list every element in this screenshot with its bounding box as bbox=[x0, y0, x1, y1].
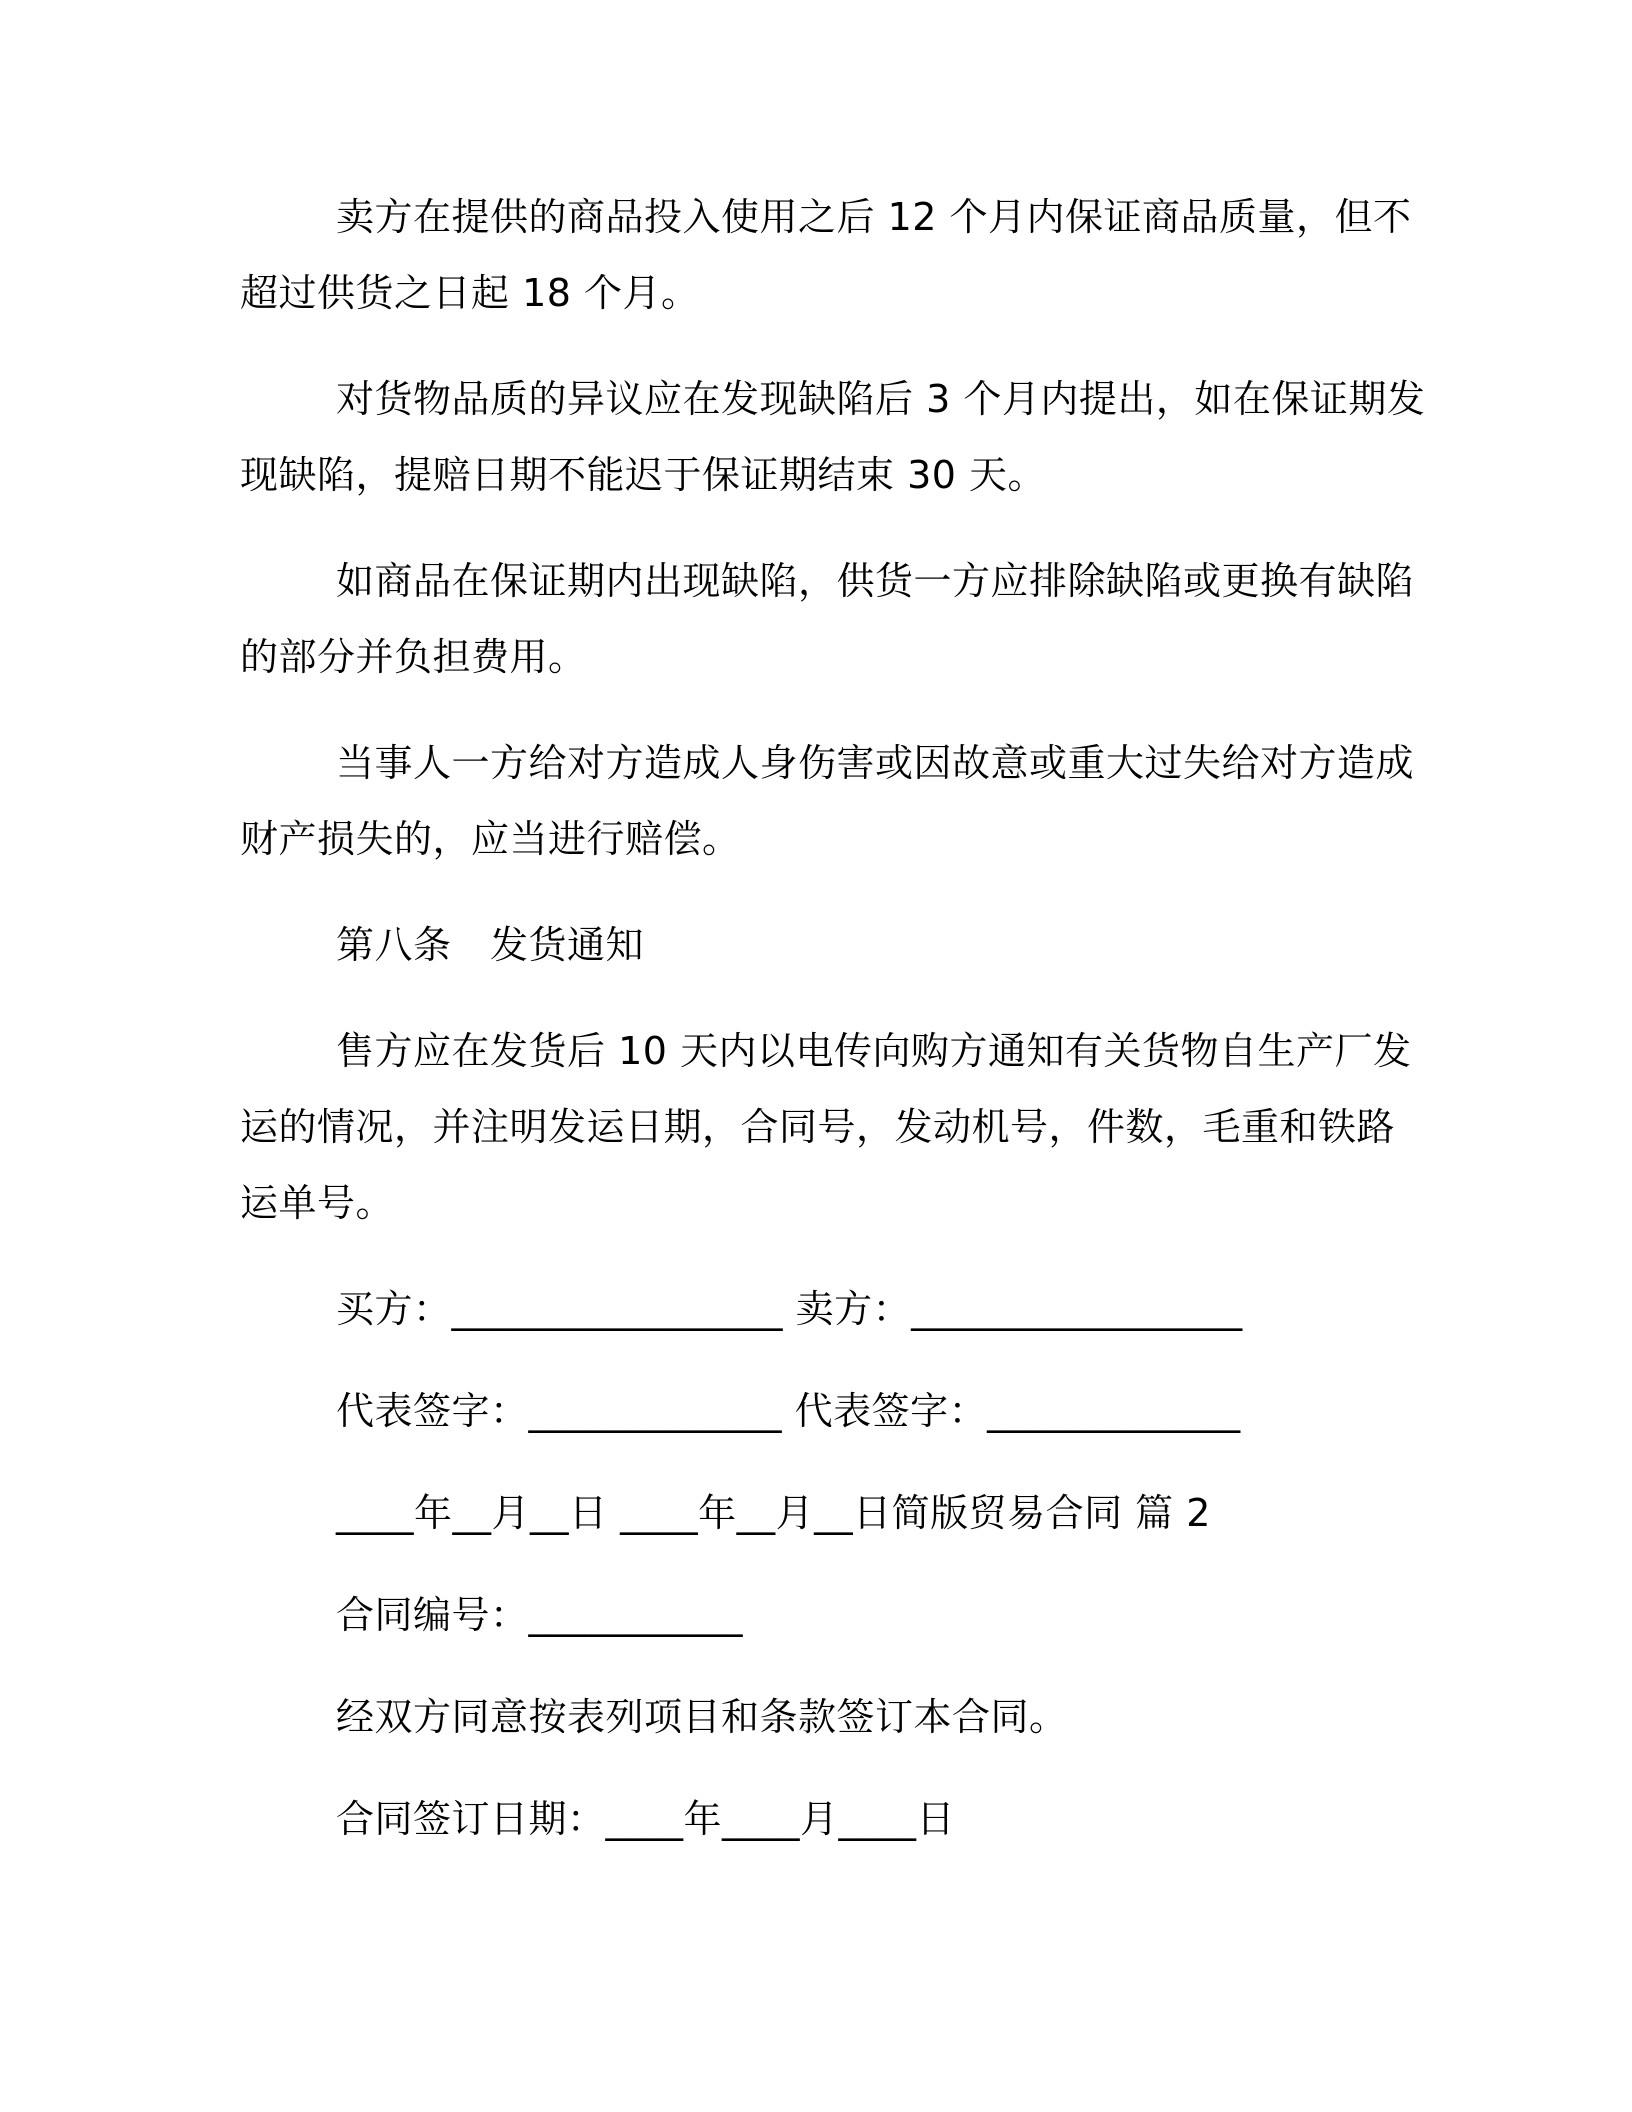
paragraph-4-line-2: 财产损失的，应当进行赔偿。 bbox=[240, 817, 741, 861]
paragraph-1-line-1: 卖方在提供的商品投入使用之后 12 个月内保证商品质量，但不 bbox=[336, 195, 1412, 239]
representative-signature-line: 代表签字：_____________ 代表签字：_____________ bbox=[336, 1389, 1241, 1433]
contract-number-line: 合同编号：___________ bbox=[336, 1593, 744, 1637]
paragraph-6-line-3: 运单号。 bbox=[240, 1181, 395, 1225]
contract-signing-date-line: 合同签订日期：____年____月____日 bbox=[336, 1797, 956, 1841]
agreement-statement-line: 经双方同意按表列项目和条款签订本合同。 bbox=[336, 1695, 1068, 1739]
paragraph-4-line-1: 当事人一方给对方造成人身伤害或因故意或重大过失给对方造成 bbox=[336, 741, 1415, 785]
section-heading-shipping-notice: 第八条 发货通知 bbox=[336, 923, 645, 967]
date-and-contract-title-line: ____年__月__日 ____年__月__日简版贸易合同 篇 2 bbox=[336, 1491, 1211, 1535]
paragraph-3-line-2: 的部分并负担费用。 bbox=[240, 635, 587, 679]
paragraph-2-line-2: 现缺陷，提赔日期不能迟于保证期结束 30 天。 bbox=[240, 453, 1047, 497]
paragraph-1-line-2: 超过供货之日起 18 个月。 bbox=[240, 271, 700, 315]
paragraph-3-line-1: 如商品在保证期内出现缺陷，供货一方应排除缺陷或更换有缺陷 bbox=[336, 559, 1415, 603]
paragraph-2-line-1: 对货物品质的异议应在发现缺陷后 3 个月内提出，如在保证期发 bbox=[336, 377, 1426, 421]
buyer-seller-signature-line: 买方：_________________ 卖方：_________________ bbox=[336, 1287, 1243, 1331]
paragraph-6-line-2: 运的情况，并注明发运日期，合同号，发动机号，件数，毛重和铁路 bbox=[240, 1105, 1396, 1149]
paragraph-6-line-1: 售方应在发货后 10 天内以电传向购方通知有关货物自生产厂发 bbox=[336, 1029, 1412, 1073]
